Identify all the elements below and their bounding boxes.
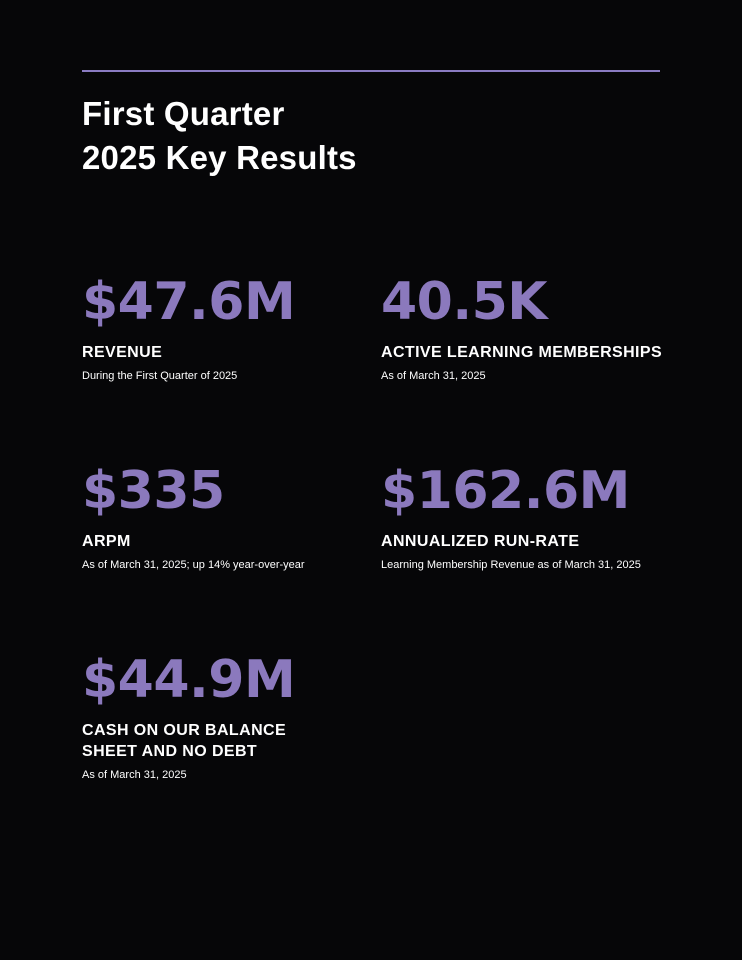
metric-label: ANNUALIZED RUN-RATE	[381, 533, 580, 550]
metric-subtext: As of March 31, 2025	[381, 370, 486, 382]
top-divider	[82, 70, 660, 72]
metric-label: REVENUE	[82, 344, 163, 361]
metric-value: $162.6M	[381, 461, 630, 521]
metric-subtext: As of March 31, 2025; up 14% year-over-year	[82, 559, 305, 571]
metric-active-learning-memberships	[381, 274, 721, 383]
metric-revenue	[82, 274, 402, 383]
metric-cash-balance	[82, 652, 402, 782]
metric-value: $44.9M	[82, 650, 296, 710]
metric-label: ACTIVE LEARNING MEMBERSHIPS	[381, 344, 663, 361]
metric-value: $47.6M	[82, 272, 296, 332]
metric-subtext: During the First Quarter of 2025	[82, 370, 238, 382]
title-line-2: 2025 Key Results	[82, 139, 357, 176]
metric-subtext: As of March 31, 2025	[82, 769, 187, 781]
metric-label: CASH ON OUR BALANCE SHEET AND NO DEBT	[82, 722, 287, 760]
metric-annualized-run-rate	[381, 463, 721, 572]
metric-label: ARPM	[82, 533, 131, 550]
metric-arpm	[82, 463, 402, 572]
metric-value: 40.5K	[381, 272, 548, 332]
metric-value: $335	[82, 461, 225, 521]
metric-subtext: Learning Membership Revenue as of March 31, 2025	[381, 559, 641, 571]
page-title	[82, 92, 357, 180]
title-line-1: First Quarter	[82, 95, 285, 132]
